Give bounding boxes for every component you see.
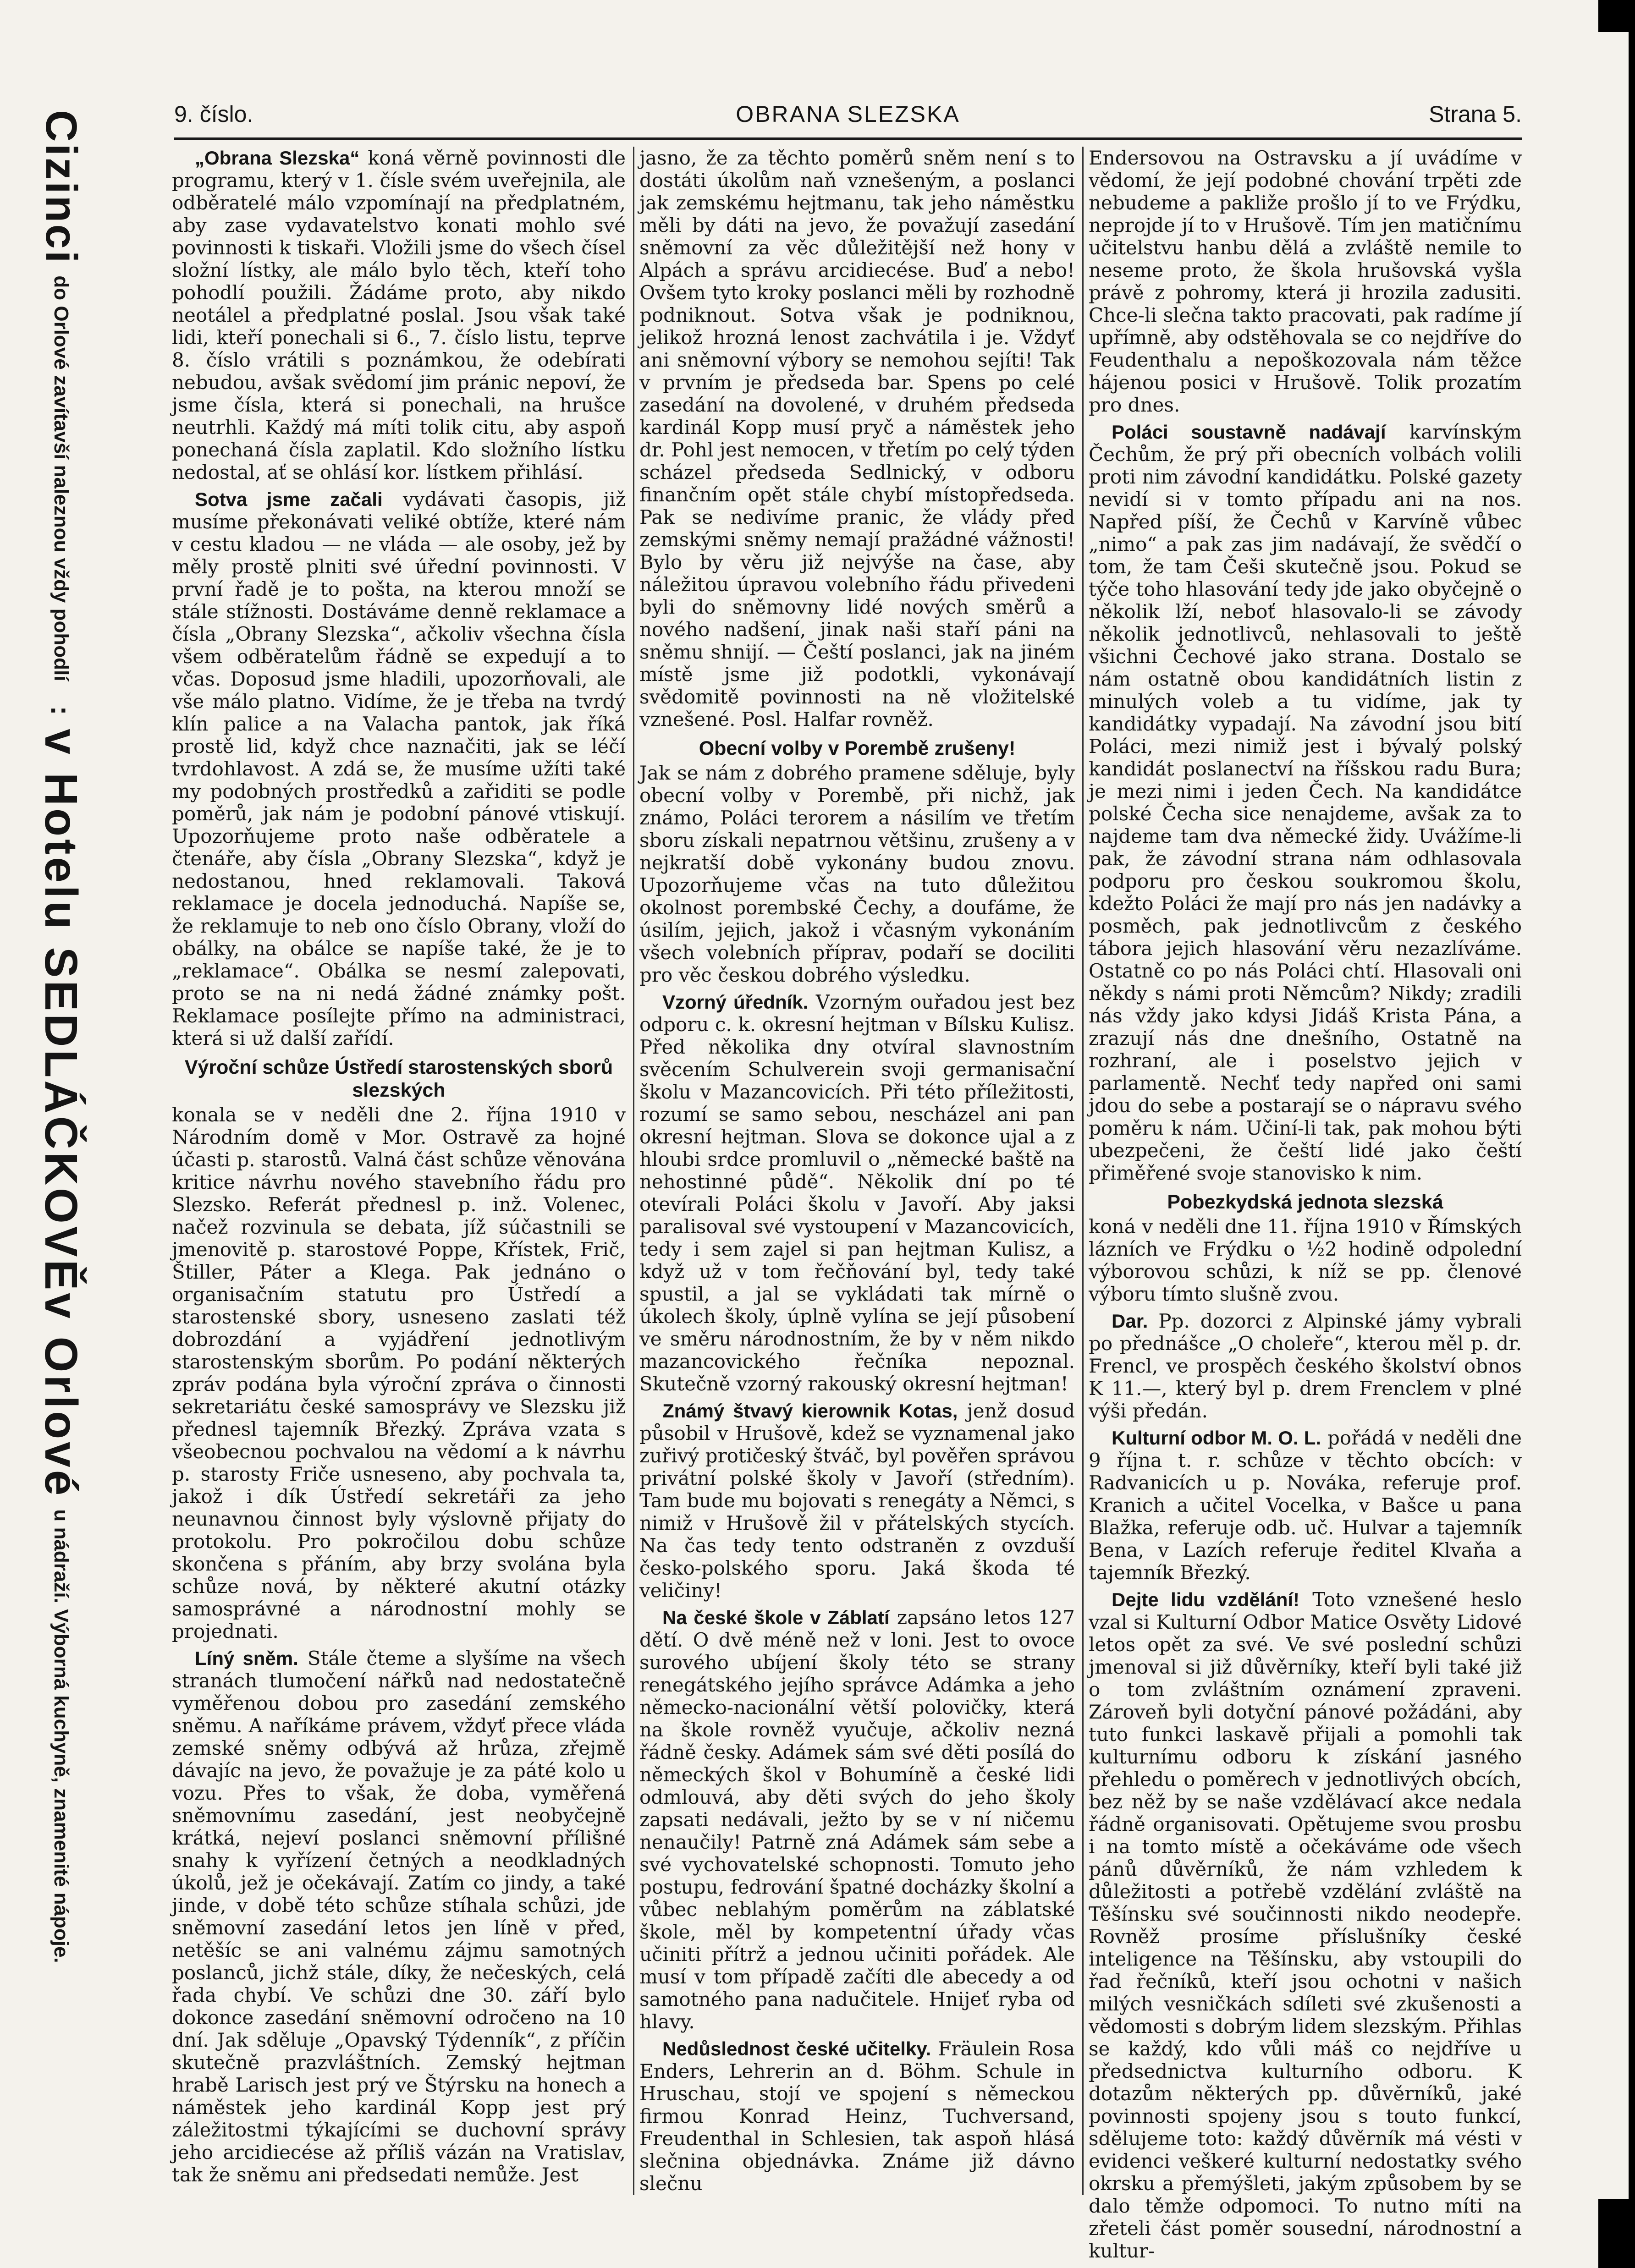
column-divider — [633, 147, 634, 2195]
article-text: Pp. dozorci z Alpinské jámy vybrali po přednášce „O choleře“, kterou měl p. dr. Frencl, ve prospěch českého školství obnos K 11.—, který byl p. drem Frenclem v plné výši předán. — [1089, 1310, 1522, 1422]
article-text: Toto vznešené heslo vzal si Kulturní Odbor Matice Osvěty Lidové letos opět za své. Ve své poslední schůzi jmenoval si již důvěrníky, kteří byli také již o tom zvláštním oznámení zpraveni. Zároveň byli dotyční pánové požádáni, aby tuto funkci laskavě přijali a pomohli tak kulturnímu odboru k získání jasného přehledu o poměrech v jednotlivých obcích, bez něž by se naše vzdělávací akce nedala řádně organisovati. Opětujeme svou prosbu i na tomto místě a očekáváme ode všech pánů důvěrníků, že nám vzhledem k důležitosti a potřebě vzdělání zvláště na Těšínsku své součinnosti nikdo neodepře. Rovněž prosíme příslušníky české inteligence na Těšínsku, aby vstoupili do řad řečníků, kteří jsou ochotni v našich milých vesničkách sdíleti své zkušenosti a vědomosti s dobrým lidem slezským. Přihlas se každý, kdo vůli máš co nejdříve u předsednictva kulturního odboru. K dotazům některých pp. důvěrníků, jaké povinnosti spojeny jsou s touto funkcí, sdělujeme toto: každý důvěrník má vésti v evidenci veškeré kulturní nedostatky svého okrsku a přemýšleti, jakým způsobem by se dalo těmže odpomoci. To nutno míti na zřeteli část poměr sousední, národnostní a kultur- — [1089, 1588, 1522, 2262]
article-text: Vzorným ouřadou jest bez odporu c. k. okresní hejtman v Bílsku Kulisz. Před několika dny otvíral slavnostním svěcením Schulverein svoji germanisační školu v Mazancovicích. Při této příležitosti, rozumí se samo sebou, nescházel ani pan okresní hejtman. Slova se dokonce ujal a z hloubi srdce promluvil o „německé baště na nehostinné půdě“. Několik dní po té otevírali Poláci školu v Javoří. Aby jaksi paralisoval své vystoupení v Mazancovicích, tedy i sem zajel si pan hejtman Kulisz, a když už v tom řečňování byl, tedy také spustil, a jal se vykládati tak mírně o úkolech školy, úplně vylína se její působení ve směru národnostním, že by v něm nikdo mazancovického řečníka nepoznal. Skutečně vzorný rakouský okresní hejtman! — [639, 991, 1075, 1395]
advertisement-text — [35, 110, 87, 1963]
article-text: pořádá v neděli dne 9 října t. r. schůze v těchto obcích: v Radvanicích u p. Nováka, referuje prof. Kranich a učitel Vocelka, v Bašce u pana Blažka, referuje odb. uč. Hulvar a tajemník Bena, v Lazích referuje ředitel Klvaňa a tajemník Březký. — [1089, 1427, 1522, 1584]
scan-corner-mark — [1598, 2199, 1635, 2268]
article-lead: „Obrana Slezska“ — [195, 147, 360, 169]
article-paragraph: Endersovou na Ostravsku a jí uvádíme v vědomí, že její podobné chování trpěti zde nebudeme a pakliže prošlo jí to ve Frýdku, neprojde jí to v Hrušově. Tím jen matičnímu učitelstvu hanbu dělá a zvláště nemile to neseme proto, že škola hrušovská vyšla právě z pohromy, která ji hrozila zadusiti. Chce-li slečna takto pracovati, pak radíme jí upřímně, aby odstěhovala se co nejdříve do Feudenthalu a nepoškozovala nám těžce hájenou posici v Hrušově. Tolik prozatím pro dnes. — [1089, 147, 1522, 416]
ad-headline: Cizinci — [37, 110, 86, 265]
column-2 — [639, 147, 1075, 2199]
issue-number: 9. číslo. — [174, 101, 253, 127]
article-paragraph: jasno, že za těchto poměrů sněm není s to dostáti úkolům naň vznešeným, a poslanci jak zemskému hejtmanu, tak jeho náměstku měli by dáti na jevo, že považují zasedání sněmovní za věc důležitější než hony v Alpách a správu arcidiecése. Buď a nebo! Ovšem tyto kroky poslanci měli by rozhodně podniknout. Sotva však je podniknou, jelikož hrozná lenost zachvátila i je. Vždyť ani sněmovní výbory se nemohou sejíti! Tak v prvním je předseda bar. Spens po celé zasedání na dovolené, v druhém předseda kardinál Kopp musí pryč a náměstek jeho dr. Pohl jest nemocen, v třetím po celý týden scházel předseda Sedlnický, v odboru finančním opět stále chybí místopředseda. Pak se nedivíme pranic, že vlády před zemskými sněmy nemají pražádné vážnosti! Bylo by věru již nejvýše na čase, aby náležitou úpravou volebního řádu přivedeni byli do sněmovny lidé nových směrů a nového nadšení, jinak naši staří páni na sněmu shnijí. — Čeští poslanci, jak na jiném místě jsme již podotkli, vykonávají svědomitě povinnosti na ně vložitelské vznešené. Posl. Halfar rovněž. — [639, 147, 1075, 730]
article-text: zapsáno letos 127 dětí. O dvě méně než v loni. Jest to ovoce surového ubíjení školy této se strany renegátského jejího správce Adámka a jeho německo-nacionální větší polovičky, která na škole rovněž vyučuje, ačkoliv nezná řádně česky. Adámek sám své děti posílá do německých škol v Bohumíně a české lidi odmlouvá, aby děti svých do jeho školy zapsati nedávali, ježto by se v ní ničemu nenaučily! Patrně zná Adámek sám sebe a své vychovatelské schopnosti. Tomuto jeho postupu, fedrování špatné docházky školní a vůbec neblahým poměrům na záblatské škole, měl by kompetentní úřady včas učiniti přítrž a jednou učiniti pořádek. Ale musí v tom případě začíti dle abecedy a od samotného pana nadučitele. Hnijeť ryba od hlavy. — [639, 1606, 1075, 2033]
article-paragraph — [1089, 421, 1522, 1184]
article-paragraph — [639, 2037, 1075, 2195]
scan-border — [1629, 0, 1635, 2268]
article-text: Fräulein Rosa Enders, Lehrerin an d. Böhm. Schule in Hruschau, stojí ve spojení s německou firmou Konrad Heinz, Tuchversand, Freudenthal in Schlesien, tak aspoň hlásá slečnina objednávka. Známe již dávno slečnu — [639, 2037, 1075, 2195]
ad-details: u nádraží. Výborná kuchyně, znamenité nápoje. — [50, 1509, 72, 1963]
article-paragraph — [1089, 1310, 1522, 1422]
article-paragraph: koná v neděli dne 11. října 1910 v Římských lázních ve Frýdku o ½2 hodině odpolední výborovou schůzi, k níž se pp. členové výboru tímto slušně zvou. — [1089, 1215, 1522, 1305]
vertical-hotel-advertisement — [35, 110, 87, 1963]
newspaper-title: OBRANA SLEZSKA — [736, 101, 960, 127]
scan-corner-mark — [1598, 0, 1635, 32]
column-3 — [1089, 147, 1522, 2262]
article-lead: Nedůslednost české učitelky. — [662, 2038, 931, 2059]
article-lead: Známý štvavý kierownik Kotas, — [662, 1400, 958, 1422]
column-divider — [1082, 147, 1084, 2195]
article-heading: Pobezkydská jednota slezská — [1167, 1191, 1443, 1213]
article-text: karvínským Čechům, že prý při obecních volbách volili proti nim závodní kandidátku. Polské gazety nevidí si v tomto případu ani na nos. Napřed píší, že Čechů v Karvíně vůbec „nimo“ a pak zas jim nadávají, že svědčí o tom, že tam Češi skutečně jsou. Pokud se týče toho hlasování tedy jde jako obyčejně o několik lží, neboť hlasovalo-li se závody několik jednotlivců, nehlasovali to ještě všichni Čechové jako strana. Dostalo se nám ostatně obou kandidátních listin z minulých voleb a tu vidíme, jak ty kandidátky vypadají. Na závodní jsou bití Poláci, mezi nimiž jest i bývalý polský kandidát poslanectví na říšskou radu Bura; je mezi nimi i jeden Čech. Na kandidátce polské Čecha sice nenajdeme, avšak za to najdeme tam dva německé židy. Uvážíme-li pak, že závodní strana nám odhlasovala podporu pro českou soukromou školu, kdežto Poláci že mají pro nás jen nadávky a posměch, pak jednotlivcům z českého tábora jejich hlasování věru nezazlíváme. Ostatně co po nás Poláci chtí. Hlasovali oni někdy s námi proti Němcům? Nikdy; zradili nás vždy jako kdysi Jidáš Krista Pána, a zrazují nás dne dnešního, Ostatně na rozhraní, ale i poselstvo jejich v parlamentě. Nechť tedy napřed oni sami jdou do sebe a postarají se o nápravu svého poměru k nám. Učiní-li tak, pak mohou býti ubezpečeni, že čeští lidé jako čeští přiměřené svoje stanovisko k nim. — [1089, 421, 1522, 1184]
article-paragraph — [639, 1606, 1075, 2033]
article-text: jenž dosud působil v Hrušově, kdež se vyznamenal jako zuřivý protičeský štváč, byl pověřen správou privátní polské školy v Javoří (středním). Tam bude mu bojovati s renegáty a Němci, s nimiž v Hrušově žil v přátelských stycích. Na čas tedy tento odstraněn z ovzduší česko-polského sporu. Jaká škoda té veličiny! — [639, 1400, 1075, 1602]
page-header — [174, 101, 1522, 133]
article-paragraph — [1089, 1427, 1522, 1584]
article-paragraph — [172, 1647, 626, 2186]
article-lead: Dejte lidu vzdělání! — [1112, 1589, 1300, 1610]
article-lead: Na české škole v Záblatí — [662, 1607, 890, 1628]
article-lead: Poláci soustavně nadávají — [1112, 421, 1386, 443]
article-paragraph — [639, 1400, 1075, 1602]
article-text: koná věrně povinnosti dle programu, který v 1. čísle svém uveřejnila, ale odběratelé málo vzpomínají na předplatném, aby zase vydavatelstvo konati mohlo své povinnosti k tiskaři. Vložili jsme do všech čísel složní lístky, ale málo bylo těch, kteří toho pohodlí použili. Žádáme proto, aby nikdo neotálel a předplatné poslal. Jsou však také lidi, kteří ponechali si 6., 7. číslo listu, teprve 8. číslo vrátili s poznámkou, že odebírati nebudou, avšak svědomí jim pránic nepoví, že jsme čísla, která si ponechali, na hrušce neutrhli. Každý má míti tolik citu, aby aspoň ponechaná čísla zaplatil. Kdo složního lístku nedostal, ať se ohlásí kor. lístkem přihlásí. — [172, 147, 626, 483]
article-lead: Kulturní odbor M. O. L. — [1112, 1427, 1321, 1449]
article-lead: Vzorný úředník. — [662, 991, 809, 1013]
ad-location: v Orlové — [35, 1293, 87, 1499]
article-paragraph: Jak se nám z dobrého pramene sděluje, byly obecní volby v Porembě, při nichž, jak známo, Poláci terorem a násilím ve třetím sboru získali nepatrnou většinu, zrušeny a v nejkratší době vykonány budou znovu. Upozorňujeme včas na tuto důležitou okolnost porembské Čechy, a doufáme, že úsilím, jejich, jakož i včasným vykonáním všech volebních příprav, podaří se dociliti pro věc českou dobrého výsledku. — [639, 762, 1075, 986]
ad-line: do Orlové zavítavší naleznou vždy pohodlí — [50, 275, 72, 681]
header-rule — [174, 137, 1522, 140]
ad-hotel-name: v Hotelu SEDLÁČKOVĚ — [35, 729, 87, 1293]
page-number: Strana 5. — [1429, 101, 1522, 127]
article-paragraph — [172, 488, 626, 1049]
article-lead: Dar. — [1112, 1310, 1148, 1332]
article-paragraph: konala se v neděli dne 2. října 1910 v Národním domě v Mor. Ostravě za hojné účasti p. starostů. Valná část schůze věnována kritice návrhu nového stavebního řádu pro Slezsko. Referát přednesl p. inž. Volenec, načež rozvinula se debata, jíž súčastnili se jmenovitě p. starostové Poppe, Křístek, Frič, Štiller, Páter a Klega. Pak jednáno o organisačním statutu pro Ústředí a starostenské sbory, usneseno zaslati též dobrozdání a vyjádření jednotlivým starostenským sborům. Po podání některých zpráv podána byla výroční zpráva o činnosti sekretariátu české samosprávy ve Slezsku již přednesl tajemník Březký. Zpráva vzata s všeobecnou pochvalou na vědomí a k návrhu p. starosty Friče usneseno, aby pochvala ta, jakož i dík Ústředí sekretáři za jeho neunavnou činnost byly výslovně přijaty do protokolu. Pro pokročilou dobu schůze skončena s přáním, aby brzy svolána byla schůze nová, by některé akutní otázky samosprávné a národnostní mohly se projednati. — [172, 1104, 626, 1642]
article-lead: Sotva jsme začali — [195, 489, 383, 510]
article-text: Stále čteme a slyšíme na všech stranách tlumočení nářků nad nedostatečně vyměřenou dobou pro zasedání zemského sněmu. A naříkáme právem, vždyť přece vláda zemské sněmy odbývá až hrůza, zřejmě dávajíc na jevo, že považuje je za páté kolo u vozu. Přes to však, že doba, vyměřená sněmovnímu zasedání, jest neobyčejně krátká, nejeví poslanci sněmovní přílišné snahy k vyřízení četných a neodkladných úkolů, jež je očekávají. Zatím co jindy, a také jinde, v době této schůze stíhala schůzi, jde sněmovní zasedání letos jen líně v před, netěšíc se ani valnému zájmu samotných poslanců, jichž stále, díky, že nečeských, celá řada chybí. Ve schůzi dne 30. září bylo dokonce zasedání sněmovní odročeno na 10 dní. Jak sděluje „Opavský Týdenník“, z příčin skutečně prazvláštních. Zemský hejtman hrabě Larisch jest prý ve Štýrsku na honech a náměstek jeho kardinál Kopp jest prý záležitostmi týkajícími se duchovní správy jeho arcidiecése až příliš vázán na Vratislav, tak že sněmu ani předsedati nemůže. Jest — [172, 1647, 626, 2186]
ad-separator: : — [45, 706, 77, 715]
article-heading: Obecní volby v Porembě zrušeny! — [699, 737, 1016, 759]
article-paragraph — [172, 147, 626, 483]
article-paragraph — [1089, 1588, 1522, 2262]
article-paragraph — [639, 991, 1075, 1395]
article-heading: Výroční schůze Ústředí starostenských sborů slezských — [184, 1056, 613, 1101]
article-text: vydávati časopis, již musíme překonávati veliké obtíže, které nám v cestu kladou — ne vláda — ale osoby, jež by měly prostě plniti své úřední povinnosti. V první řadě je to pošta, na kterou množí se stále stížnosti. Dostáváme denně reklamace a čísla „Obrany Slezska“, ačkoliv všechna čísla všem odběratelům řádně se expedují a to včas. Doposud jsme hladili, upozorňovali, ale vše málo platno. Vidíme, že je třeba na tvrdý klín palice a na Valacha pantok, jak říká prostě lid, když chce naznačiti, jak se léčí tvrdohlavost. A zdá se, že musíme užíti také my podobných prostředků a zařiditi se podle poměrů, jak nám je podobní pánové vtiskují. Upozorňujeme proto naše odběratele a čtenáře, aby čísla „Obrany Slezska“, když je nedostanou, hned reklamovali. Taková reklamace je docela jednoduchá. Napíše se, že reklamuje to neb ono číslo Obrany, vloží do obálky, na obálce se napíše také, že je to „reklamace“. Obálka se nesmí zalepovati, proto se na ni nedá žádné známky pošt. Reklamace posílejte přímo na administraci, která si už další zařídí. — [172, 488, 626, 1049]
article-lead: Líný sněm. — [195, 1647, 298, 1669]
column-1 — [172, 147, 626, 2199]
